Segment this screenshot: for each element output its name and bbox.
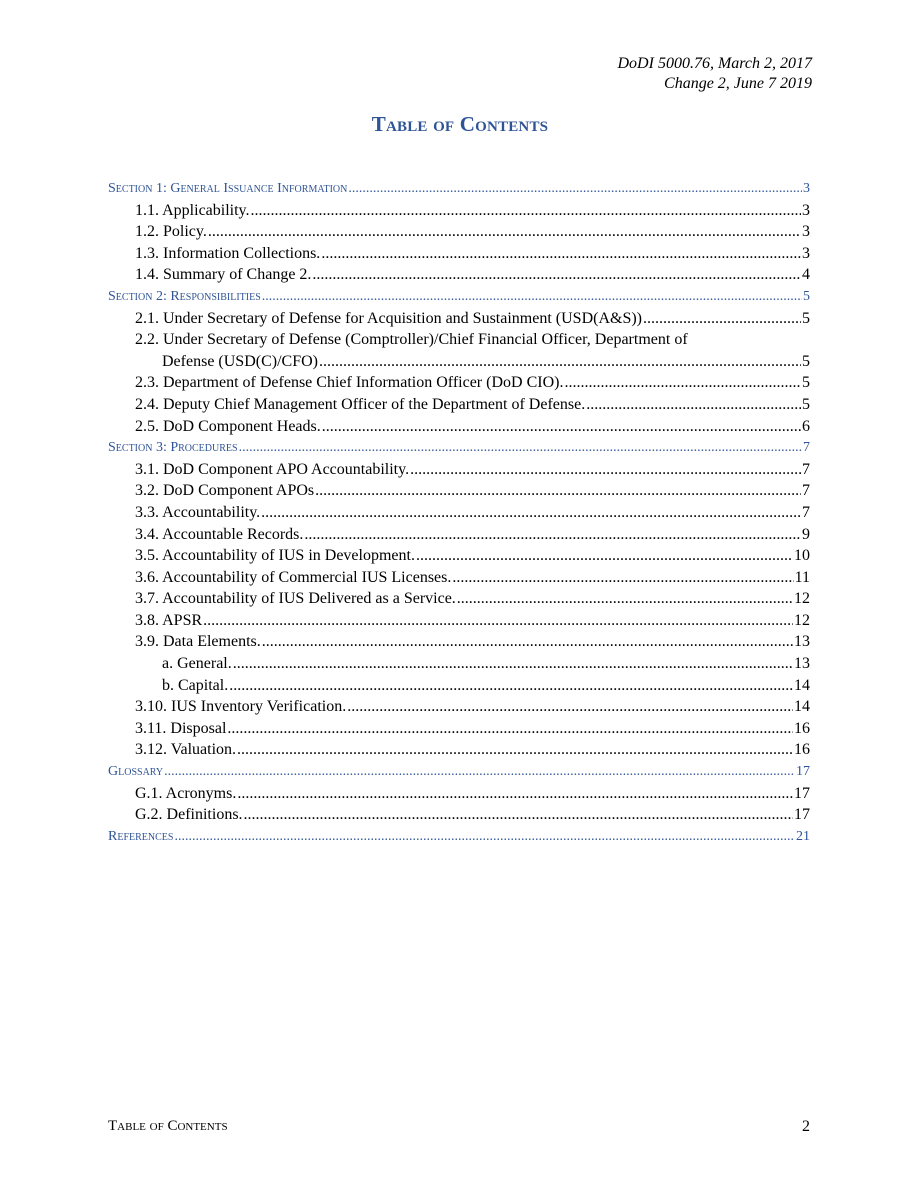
toc-entry-label: 3.8. APSR — [135, 611, 203, 629]
toc-page-number: 17 — [794, 806, 810, 824]
toc-leader-dots — [322, 416, 801, 438]
toc-entry-label: 3.4. Accountable Records. — [135, 525, 304, 543]
toc-entry-label: 3.10. IUS Inventory Verification. — [135, 698, 347, 716]
toc-leader-dots — [174, 826, 795, 848]
toc-entry[interactable] — [108, 200, 810, 222]
toc-page-number: 5 — [802, 352, 810, 370]
toc-page-number: 17 — [794, 784, 810, 802]
toc-entry-label: 2.5. DoD Component Heads. — [135, 417, 321, 435]
page-title: Table of Contents — [371, 112, 549, 136]
toc-entry-label: 3.11. Disposal — [135, 719, 227, 737]
toc-entry-label: 3.6. Accountability of Commercial IUS Licenses. — [135, 568, 452, 586]
toc-entry[interactable] — [108, 394, 810, 416]
toc-page-number: 12 — [794, 590, 810, 608]
toc-leader-dots — [244, 804, 793, 826]
running-footer — [108, 1118, 810, 1136]
toc-section-entry[interactable] — [108, 437, 810, 459]
table-of-contents — [108, 178, 810, 847]
page-number: 2 — [802, 1118, 810, 1135]
toc-page-number: 5 — [802, 309, 810, 327]
toc-leader-dots — [237, 783, 793, 805]
toc-entry-label: 2.1. Under Secretary of Defense for Acquisition and Sustainment (USD(A&S)) — [135, 309, 642, 327]
toc-leader-dots — [227, 718, 793, 740]
toc-leader-dots — [321, 243, 801, 265]
toc-page-number: 5 — [803, 288, 810, 304]
toc-leader-dots — [251, 200, 801, 222]
toc-entry[interactable] — [108, 221, 810, 243]
toc-page-number: 14 — [794, 698, 810, 716]
toc-page-number: 6 — [802, 417, 810, 435]
toc-leader-dots — [416, 545, 793, 567]
toc-leader-dots — [347, 696, 793, 718]
running-header — [618, 54, 813, 94]
toc-page-number: 3 — [803, 181, 810, 196]
toc-leader-dots — [586, 394, 801, 416]
toc-entry-label: 2.2. Under Secretary of Defense (Comptroller)/Chief Financial Officer, Department of — [135, 331, 688, 349]
header-change: Change 2, June 7 2019 — [664, 75, 812, 92]
toc-page-number: 21 — [796, 828, 810, 844]
toc-page-number: 5 — [802, 374, 810, 392]
toc-leader-dots — [315, 480, 801, 502]
toc-entry[interactable] — [108, 588, 810, 610]
toc-entry-label: Defense (USD(C)/CFO) — [162, 352, 318, 370]
toc-leader-dots — [237, 739, 793, 761]
toc-leader-dots — [457, 588, 793, 610]
toc-page-number: 16 — [794, 719, 810, 737]
toc-page-number: 3 — [802, 201, 810, 219]
toc-page-number: 9 — [802, 525, 810, 543]
toc-page-number: 10 — [794, 547, 810, 565]
toc-page-number: 13 — [794, 655, 810, 673]
toc-entry-label: 1.4. Summary of Change 2. — [135, 266, 312, 284]
toc-leader-dots — [262, 631, 793, 653]
toc-entry[interactable] — [108, 264, 810, 286]
toc-page-number: 17 — [796, 764, 810, 780]
toc-entry[interactable] — [108, 351, 810, 373]
toc-entry[interactable] — [108, 480, 810, 502]
toc-entry[interactable] — [108, 502, 810, 524]
toc-entry-label: 2.4. Deputy Chief Management Officer of the Department of Defense. — [135, 395, 586, 413]
toc-leader-dots — [452, 567, 793, 589]
toc-entry-label: G.1. Acronyms. — [135, 784, 237, 802]
toc-entry-label: 3.7. Accountability of IUS Delivered as a Service. — [135, 590, 456, 608]
toc-page-number: 3 — [802, 223, 810, 241]
toc-leader-dots — [203, 610, 793, 632]
toc-page-number: 7 — [802, 460, 810, 478]
toc-entry[interactable] — [108, 459, 810, 481]
toc-entry-label: 3.2. DoD Component APOs — [135, 482, 315, 500]
toc-leader-dots — [312, 264, 801, 286]
toc-entry[interactable] — [108, 308, 810, 330]
toc-entry-label: 2.3. Department of Defense Chief Information Officer (DoD CIO). — [135, 374, 564, 392]
toc-page-number: 16 — [794, 741, 810, 759]
toc-section-entry[interactable] — [108, 826, 810, 848]
toc-page-number: 13 — [794, 633, 810, 651]
toc-entry[interactable] — [108, 675, 810, 697]
toc-leader-dots — [564, 372, 801, 394]
toc-leader-dots — [348, 178, 802, 200]
toc-entry[interactable] — [108, 416, 810, 438]
toc-entry[interactable] — [108, 653, 810, 675]
toc-leader-dots — [262, 286, 802, 308]
toc-page-number: 12 — [794, 611, 810, 629]
toc-page-number: 7 — [802, 503, 810, 521]
toc-entry[interactable] — [108, 696, 810, 718]
toc-entry-label: Section 2: Responsibilities — [108, 288, 261, 304]
toc-entry-label: Section 3: Procedures — [108, 440, 238, 456]
toc-entry-label: 3.9. Data Elements. — [135, 633, 261, 651]
toc-entry[interactable] — [108, 804, 810, 826]
toc-entry-label: a. General. — [162, 655, 232, 673]
toc-entry[interactable] — [108, 372, 810, 394]
toc-page-number: 7 — [802, 482, 810, 500]
toc-page-number: 14 — [794, 676, 810, 694]
toc-entry-label: 3.3. Accountability. — [135, 503, 261, 521]
toc-page-number: 3 — [802, 244, 810, 262]
toc-section-entry[interactable] — [108, 178, 810, 200]
toc-entry[interactable] — [108, 329, 810, 351]
toc-entry[interactable] — [108, 567, 810, 589]
toc-leader-dots — [261, 502, 801, 524]
toc-entry[interactable] — [108, 524, 810, 546]
toc-entry-label: G.2. Definitions. — [135, 806, 243, 824]
toc-page-number: 11 — [794, 568, 810, 586]
toc-leader-dots — [319, 351, 801, 373]
toc-entry-label: Glossary — [108, 764, 164, 780]
toc-leader-dots — [208, 221, 801, 243]
toc-entry[interactable] — [108, 610, 810, 632]
toc-entry[interactable] — [108, 739, 810, 761]
footer-section-label: Table of Contents — [108, 1118, 228, 1134]
toc-entry-label: 1.3. Information Collections. — [135, 244, 321, 262]
toc-entry[interactable] — [108, 783, 810, 805]
toc-leader-dots — [233, 653, 793, 675]
toc-page-number: 7 — [803, 440, 810, 456]
toc-leader-dots — [643, 308, 801, 330]
toc-entry[interactable] — [108, 545, 810, 567]
toc-leader-dots — [410, 459, 801, 481]
toc-entry-label: 3.12. Valuation. — [135, 741, 237, 759]
toc-entry-label: 3.1. DoD Component APO Accountability. — [135, 460, 410, 478]
toc-entry-label: 1.2. Policy. — [135, 223, 207, 241]
toc-entry[interactable] — [108, 631, 810, 653]
toc-leader-dots — [239, 437, 802, 459]
toc-page-number: 4 — [802, 266, 810, 284]
toc-entry-label: Section 1: General Issuance Information — [108, 181, 348, 196]
header-issuance: DoDI 5000.76, March 2, 2017 — [617, 55, 812, 72]
toc-entry-label: b. Capital. — [162, 676, 229, 694]
toc-entry-label: 1.1. Applicability. — [135, 201, 250, 219]
toc-leader-dots — [229, 675, 793, 697]
toc-section-entry[interactable] — [108, 761, 810, 783]
toc-entry[interactable] — [108, 243, 810, 265]
toc-section-entry[interactable] — [108, 286, 810, 308]
toc-entry-label: 3.5. Accountability of IUS in Development. — [135, 547, 415, 565]
toc-leader-dots — [164, 761, 795, 783]
toc-entry-label: References — [108, 828, 174, 844]
toc-leader-dots — [304, 524, 801, 546]
toc-entry[interactable] — [108, 718, 810, 740]
toc-page-number: 5 — [802, 395, 810, 413]
